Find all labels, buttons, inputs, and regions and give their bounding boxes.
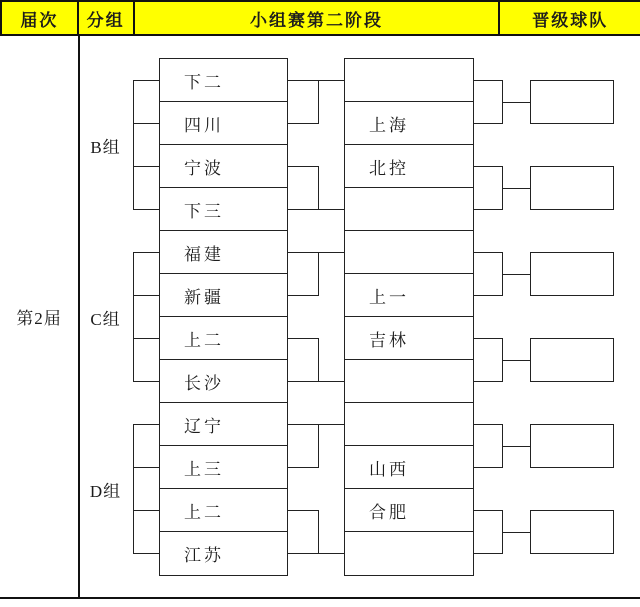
round1-team: 上二 <box>160 317 287 360</box>
round2-team <box>345 403 473 446</box>
header-cell-promoted: 晋级球队 <box>532 10 609 30</box>
round1-team: 四川 <box>160 102 287 145</box>
bracket-line <box>287 424 345 425</box>
promoted-team-box <box>530 166 614 210</box>
bracket-line <box>133 381 160 382</box>
bracket-line <box>287 510 318 511</box>
round1-team: 辽宁 <box>160 403 287 446</box>
bracket-line <box>502 446 530 447</box>
round2-team: 北控 <box>345 145 473 188</box>
bracket-line <box>502 532 530 533</box>
bracket-line <box>473 510 502 511</box>
bracket-line <box>133 166 160 167</box>
bracket-line <box>473 338 502 339</box>
group-label-d: D组 <box>89 481 122 501</box>
bracket-line <box>502 102 530 103</box>
header-cell-session: 届次 <box>2 2 79 34</box>
bracket-line <box>318 166 319 210</box>
bracket-line <box>133 252 160 253</box>
bracket-line <box>287 467 318 468</box>
round2-team: 山西 <box>345 446 473 489</box>
bracket-line <box>287 252 345 253</box>
bracket-line <box>287 553 345 554</box>
group-label-b: B组 <box>90 137 121 157</box>
header-cell-stage: 小组赛第二阶段 <box>135 2 501 34</box>
bracket-line <box>502 274 530 275</box>
round2-team <box>345 360 473 403</box>
bracket-line <box>473 424 502 425</box>
promoted-team-box <box>530 510 614 554</box>
bracket-line <box>287 209 345 210</box>
round1-column <box>159 58 288 576</box>
bracket-line <box>473 209 502 210</box>
bracket-line <box>133 553 160 554</box>
round2-team: 上一 <box>345 274 473 317</box>
bracket-line <box>473 467 502 468</box>
bracket-line <box>133 338 160 339</box>
round2-team <box>345 59 473 102</box>
header-cell-group: 分组 <box>79 2 135 34</box>
round1-team: 下二 <box>160 59 287 102</box>
bracket-line <box>133 467 160 468</box>
bracket-line <box>318 338 319 382</box>
bracket-line <box>473 295 502 296</box>
bracket-line <box>502 360 530 361</box>
round1-team: 宁波 <box>160 145 287 188</box>
bracket-line <box>473 252 502 253</box>
round2-team: 上海 <box>345 102 473 145</box>
bracket-line <box>473 80 502 81</box>
promoted-team-box <box>530 424 614 468</box>
bracket-line <box>287 80 345 81</box>
promoted-team-box <box>530 252 614 296</box>
bracket-line <box>473 123 502 124</box>
bracket-line <box>133 209 160 210</box>
round2-team: 合肥 <box>345 489 473 532</box>
bottom-border <box>0 597 640 599</box>
round1-team: 上三 <box>160 446 287 489</box>
session-label: 第2届 <box>16 309 62 328</box>
bracket-line <box>287 381 345 382</box>
bracket-line <box>318 80 319 124</box>
bracket-line <box>287 123 318 124</box>
bracket-line <box>133 80 160 81</box>
bracket-line <box>133 424 134 554</box>
bracket-line <box>133 252 134 382</box>
round1-team: 长沙 <box>160 360 287 403</box>
bracket-line <box>287 338 318 339</box>
header-row <box>0 0 640 36</box>
bracket-line <box>318 252 319 296</box>
bracket-line <box>318 424 319 468</box>
round2-team <box>345 231 473 274</box>
bracket-line <box>133 295 160 296</box>
bracket-line <box>287 295 318 296</box>
round1-team: 新疆 <box>160 274 287 317</box>
round1-team: 下三 <box>160 188 287 231</box>
bracket-line <box>473 381 502 382</box>
round1-team: 上二 <box>160 489 287 532</box>
round2-team <box>345 188 473 231</box>
bracket-line <box>502 188 530 189</box>
bracket-line <box>473 553 502 554</box>
round2-column <box>344 58 474 576</box>
group-label-c: C组 <box>90 309 121 329</box>
bracket-line <box>473 166 502 167</box>
bracket-line <box>133 510 160 511</box>
round1-team: 江苏 <box>184 546 224 565</box>
bracket-line <box>133 80 134 210</box>
promoted-team-box <box>530 338 614 382</box>
bracket-line <box>133 123 160 124</box>
round2-team <box>345 532 473 575</box>
round1-team: 福建 <box>160 231 287 274</box>
bracket-line <box>133 424 160 425</box>
bracket-line <box>318 510 319 554</box>
round2-team: 吉林 <box>345 317 473 360</box>
bracket-line <box>287 166 318 167</box>
promoted-team-box <box>530 80 614 124</box>
